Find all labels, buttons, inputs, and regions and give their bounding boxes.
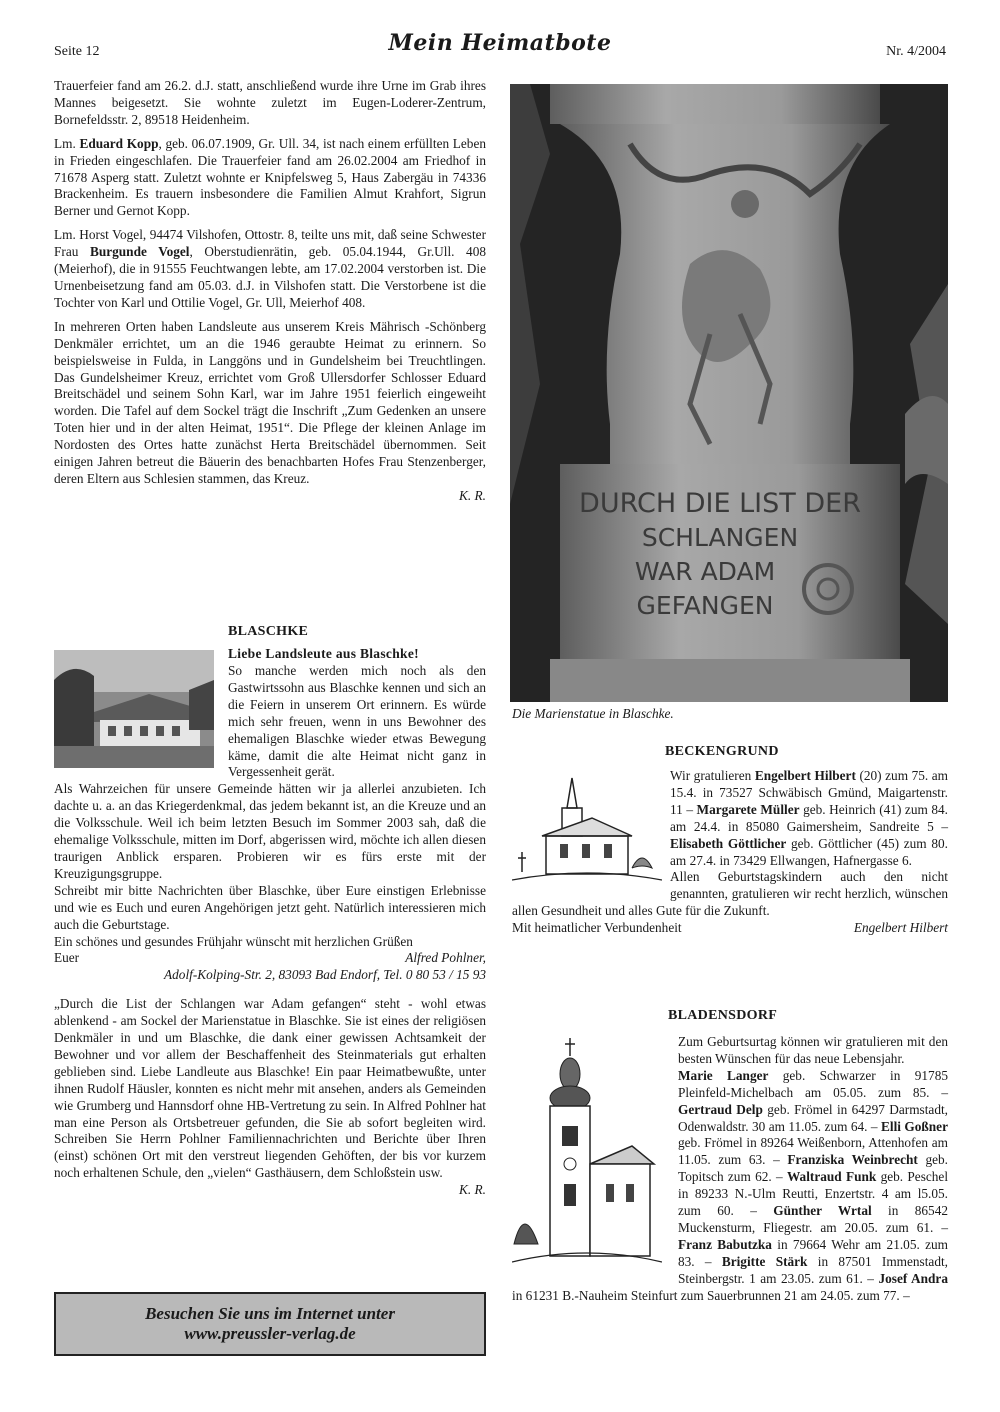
memorials-article: In mehreren Orten haben Landsleute aus unserem Kreis Mährisch -Schönberg Denkmäler errichtet, um an die 1946 geraubte Heimat zu erinnern. So beispielsweise in Fulda, in Langgöns und in Gundelsheim bei Treuchtlingen. Das Gundelsheimer Kreuz, errichtet vom Groß Ullersdorfer Schlosser Eduard Breitschädel und seinem Sohn Karl, war im Jahre 1951 feierlich eingeweiht worden. Die Tafel auf dem Sockel trägt die Inschrift „Zum Gedenken an unsere Toten hier und in der alten Heimat, 1951“. Die Pflege der kleinen Anlage im Nordosten des Ortes hatte zunächst Herta Breitschädel übernommen. Seit einigen Jahren betreut die Bäuerin des benachbarten Hofes Frau Stenzenberger, deren Eltern aus Schlesien stammen, das Kreuz. (54, 318, 486, 486)
blaschke-letter (54, 663, 486, 1199)
beckengrund-text (512, 768, 948, 937)
blaschke-letter-p3: Schreibt mir bitte Nachrichten über Blaschke, über Eure einstigen Erlebnisse und wie es Euch und euren Angehörigen jetzt geht. Natürlich interessieren mich auch die Geburtstage. (54, 882, 486, 932)
banner-line-1: Besuchen Sie uns im Internet unter (145, 1304, 395, 1323)
blaschke-letter-p1: So manche werden mich noch als den Gastwirtssohn aus Blaschke kennen und sich an die Feiern in unserem Ort erinnern. Es würde mich sehr freuen, wenn in uns Bewohner des ehemaligen Blaschke wieder etwas Bewegung käme, damit die alte Heimat nicht ganz in Vergessenheit gerät. (228, 663, 486, 780)
inscription-line-3: WAR ADAM (634, 557, 776, 586)
church-float-spacer (512, 1034, 678, 1274)
blaschke-letter-address: Adolf-Kolping-Str. 2, 83093 Bad Endorf, Tel. 0 80 53 / 15 93 (164, 967, 486, 983)
inscription-line-2: SCHLANGEN (641, 523, 799, 552)
obituary-continuation: Trauerfeier fand am 26.2. d.J. statt, anschließend wurde ihre Urne im Grab ihres Mannes beigesetzt. Sie wohnte zuletzt im Eugen-Loderer-Zentrum, Bornefeldsstr. 2, 89518 Heidenheim. (54, 78, 486, 127)
beckengrund-wishes: Allen Geburtstagskindern auch den nicht genannten, gratulieren wir recht herzlich, wünschen allen Gesundheit und alles Gute für die Zukunft. (512, 869, 948, 919)
blaschke-letter-signature: Euer Alfred Pohlner, (54, 950, 486, 966)
inscription-line-1: DURCH DIE LIST DER (579, 488, 861, 519)
internet-banner (54, 1292, 486, 1356)
inscription-line-4: GEFANGEN (636, 591, 774, 620)
bladensdorf-intro: Zum Geburtsurtag können wir gratulieren mit den besten Wünschen für das neue Lebensjahr. (678, 1034, 948, 1066)
banner-url-link[interactable]: www.preussler-verlag.de (184, 1324, 356, 1343)
masthead-logo: Mein Heimatbote (388, 30, 612, 56)
beckengrund-birthdays: Wir gratulieren Engelbert Hilbert (20) zum 75. am 15.4. in 73527 Schwäbisch Gmünd, Maigartenstr. 11 – Margarete Müller geb. Heinrich (41) zum 84. am 24.4. in 85080 Gaimersheim, Sandreite 5 – Elisabeth Göttlicher geb. Göttlicher (45) zum 80. am 27.4. in 73429 Ellwangen, Hafnergasse 6. (670, 768, 949, 868)
marienstatue-signature: K. R. (459, 1182, 486, 1198)
name-burgunde-vogel: Burgunde Vogel (89, 244, 190, 260)
beckengrund-signature: Mit heimatlicher Verbundenheit Engelbert Hilbert (512, 920, 948, 936)
drawing-float-spacer (512, 768, 670, 900)
marienstatue-photo (510, 84, 948, 702)
photo-float-spacer (54, 663, 228, 773)
section-heading-beckengrund: BECKENGRUND (665, 744, 779, 759)
marienstatue-article: „Durch die List der Schlangen war Adam gefangen“ steht - wohl etwas ablenkend - am Sockel der Marienstatue in Blaschke. Sie ist eines der religiösen Denkmäler in und um Blaschke, die dank einer gewissen Achtsamkeit der Bewohner und vor allem der Beschaffenheit des Steinmaterials gut erhalten geblieben sind. Liebe Landleute aus Blaschke! Ein paar Heimatbewußte, unter ihnen Rudolf Häusler, konnten es nicht mehr mit ansehen, anders als Gemeinden wie Grumberg und Hannsdorf ohne HB-Vertretung zu sein. In Alfred Pohlner hat man eine Person als Ortsbetreuer gefunden, die Sie ab sofort begleiten wird. Schreiben Sie Herrn Pohlner Familiennachrichten und Berichte über Ihren (einst) schönen Ort mit den verstreut liegenden Gehöften, der bis vor kurzem noch erhaltenen Schule, den „vielen“ Gasthäusern, dem Schloßstein usw. (54, 996, 486, 1181)
bladensdorf-text (512, 1034, 948, 1305)
obituary-vogel: Lm. Horst Vogel, 94474 Vilshofen, Ottostr. 8, teilte uns mit, daß seine Schwester Frau Burgunde Vogel, Oberstudienrätin, geb. 05.04.1944, Gr.Ull. 408 (Meierhof), die in 91555 Feuchtwangen lebte, am 17.02.2004 verstorben ist. Die Urnenbeisetzung fand am 05.03. d.J. in Vilshofen statt. Die Verstorbene ist die Tochter von Karl und Ottilie Vogel, Gr. Ull, Meierhof 408. (54, 227, 486, 310)
statue-photo-graphic (510, 84, 948, 702)
left-column (54, 78, 486, 515)
name-eduard-kopp: Eduard Kopp (79, 135, 159, 151)
section-heading-blaschke: BLASCHKE (228, 624, 309, 639)
issue-number: Nr. 4/2004 (886, 44, 946, 59)
statue-caption: Die Marienstatue in Blaschke. (512, 706, 674, 721)
memorials-signature: K. R. (459, 487, 486, 503)
bladensdorf-birthdays: Marie Langer geb. Schwarzer in 91785 Pleinfeld-Michelbach am 05.05. zum 85. – Gertraud Delp geb. Frömel in 64297 Darmstadt, Odenwaldstr. 30 am 11.05. zum 64. – Elli Goßner geb. Frömel in 89264 Weißenborn, Attenhofen am 11.05. zum 63. – Franziska Weinbrecht geb. Topitsch zum 62. – Waltraud Funk geb. Peschel in 89233 N.-Ulm Reutti, Enzertstr. 4 am l5.05. zum 60. – Günther Wrtal in 86542 Muckensturm, Fliegestr. am 20.05. zum 61. – Franz Babutzka in 79664 Wehr am 21.05. zum 83. – Brigitte Stärk in 87501 Immenstadt, Steinbergstr. 1 am 23.05. zum 61. – Josef Andra in 61231 B.-Nauheim Steinfurt zum Sauerbrunnen 21 am 24.05. zum 77. – (512, 1067, 949, 1303)
blaschke-letter-intro (228, 646, 486, 663)
obituary-kopp: Lm. Eduard Kopp, geb. 06.07.1909, Gr. Ull. 34, ist nach einem erfüllten Leben in Frieden eingeschlafen. Die Trauerfeier fand am 26.02.2004 am Friedhof in 71678 Asperg statt. Zuletzt wohnte er Knipfelsweg 5, Haus Zabergäu in 74336 Brackenheim. Es trauern insbesondere die Familien Almut Krahfort, Sigrun Berner und Gernot Kopp. (54, 135, 486, 219)
blaschke-letter-p2: Als Wahrzeichen für unsere Gemeinde hätten wir ja allerlei anzubieten. Ich dachte u. a. an das Kriegerdenkmal, das jedem bekannt ist, an die Kreuze und an die Volksschule. Weil ich beim letzten Besuch im Sommer 2003 sah, daß die ehemalige Volksschule, mitten im Dorf, abgerissen wird, möchte ich allen diesen traurigen Anblick ersparen. Probieren wir es fürs erste mit der Kreuzigungsgruppe. (54, 781, 486, 881)
blaschke-greeting: Liebe Landsleute aus Blaschke! (228, 646, 419, 661)
section-heading-bladensdorf: BLADENSDORF (668, 1008, 778, 1023)
blaschke-letter-p4: Ein schönes und gesundes Frühjahr wünscht mit herzlichen Grüßen (54, 933, 413, 949)
page-number: Seite 12 (54, 44, 100, 59)
